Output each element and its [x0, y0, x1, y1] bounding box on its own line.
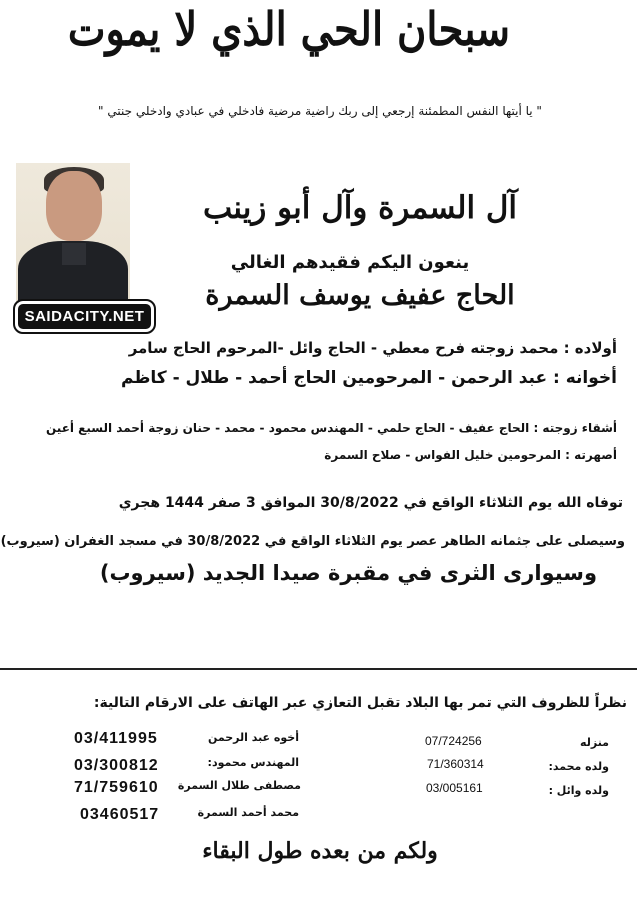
deceased-name: الحاج عفيف يوسف السمرة [205, 280, 515, 311]
phone-number: 71/360314 [427, 757, 484, 771]
contact-label: منزله [580, 736, 609, 749]
phone-number: 03/005161 [426, 781, 483, 795]
section-divider [0, 668, 637, 670]
death-date-line: توفاه الله يوم الثلاثاء الواقع في 30/8/2022 الموافق 3 صفر 1444 هجري [118, 495, 623, 511]
burial-line: وسيوارى الثرى في مقبرة صيدا الجديد (سيروب) [99, 561, 597, 585]
announcement-line: ينعون اليكم فقيدهم الغالي [230, 252, 470, 273]
wife-siblings-line: أشقاء زوجته : الحاج عفيف - الحاج حلمي - المهندس محمود - محمد - حنان زوجة أحمد السبع أعين [46, 421, 617, 435]
contact-name: محمد أحمد السمرة [197, 806, 299, 819]
contact-name: المهندس محمود: [207, 756, 299, 769]
contact-name: مصطفى طلال السمرة [177, 779, 301, 792]
watermark-badge: SAIDACITY.NET [15, 301, 154, 332]
phone-number: 07/724256 [425, 734, 482, 748]
phone-number: 03/411995 [74, 730, 158, 747]
brothers-line: أخوانه : عبد الرحمن - المرحومين الحاج أحمد - طلال - كاظم [121, 368, 617, 388]
family-names: آل السمرة وآل أبو زينب [202, 190, 518, 226]
contact-label: ولده وائل : [548, 784, 609, 797]
closing-line: ولكم من بعده طول البقاء [202, 838, 438, 864]
quran-verse: " يا أيتها النفس المطمئنة إرجعي إلى ربك راضية مرضية فادخلي في عبادي وادخلي جنتي " [98, 104, 542, 118]
phone-number: 03/300812 [74, 757, 159, 774]
calligraphy-heading: سبحان الحي الذي لا يموت [67, 2, 510, 57]
sons-in-law-line: أصهرته : المرحومين خليل الفواس - صلاح السمرة [324, 448, 617, 462]
condolence-note: نظراً للظروف التي تمر بها البلاد تقبل التعازي عبر الهاتف على الارقام التالية: [93, 695, 627, 711]
phone-number: 71/759610 [74, 779, 159, 796]
contact-name: أخوه عبد الرحمن [207, 731, 299, 744]
children-line: أولاده : محمد زوجته فرح معطي - الحاج وائل -المرحوم الحاج سامر [128, 339, 617, 357]
deceased-photo [16, 163, 130, 308]
contact-label: ولده محمد: [548, 760, 609, 773]
prayer-line: وسيصلى على جثمانه الطاهر عصر يوم الثلاثاء الواقع في 30/8/2022 في مسجد الغفران (سيروب) [0, 534, 625, 549]
phone-number: 03460517 [80, 806, 160, 823]
